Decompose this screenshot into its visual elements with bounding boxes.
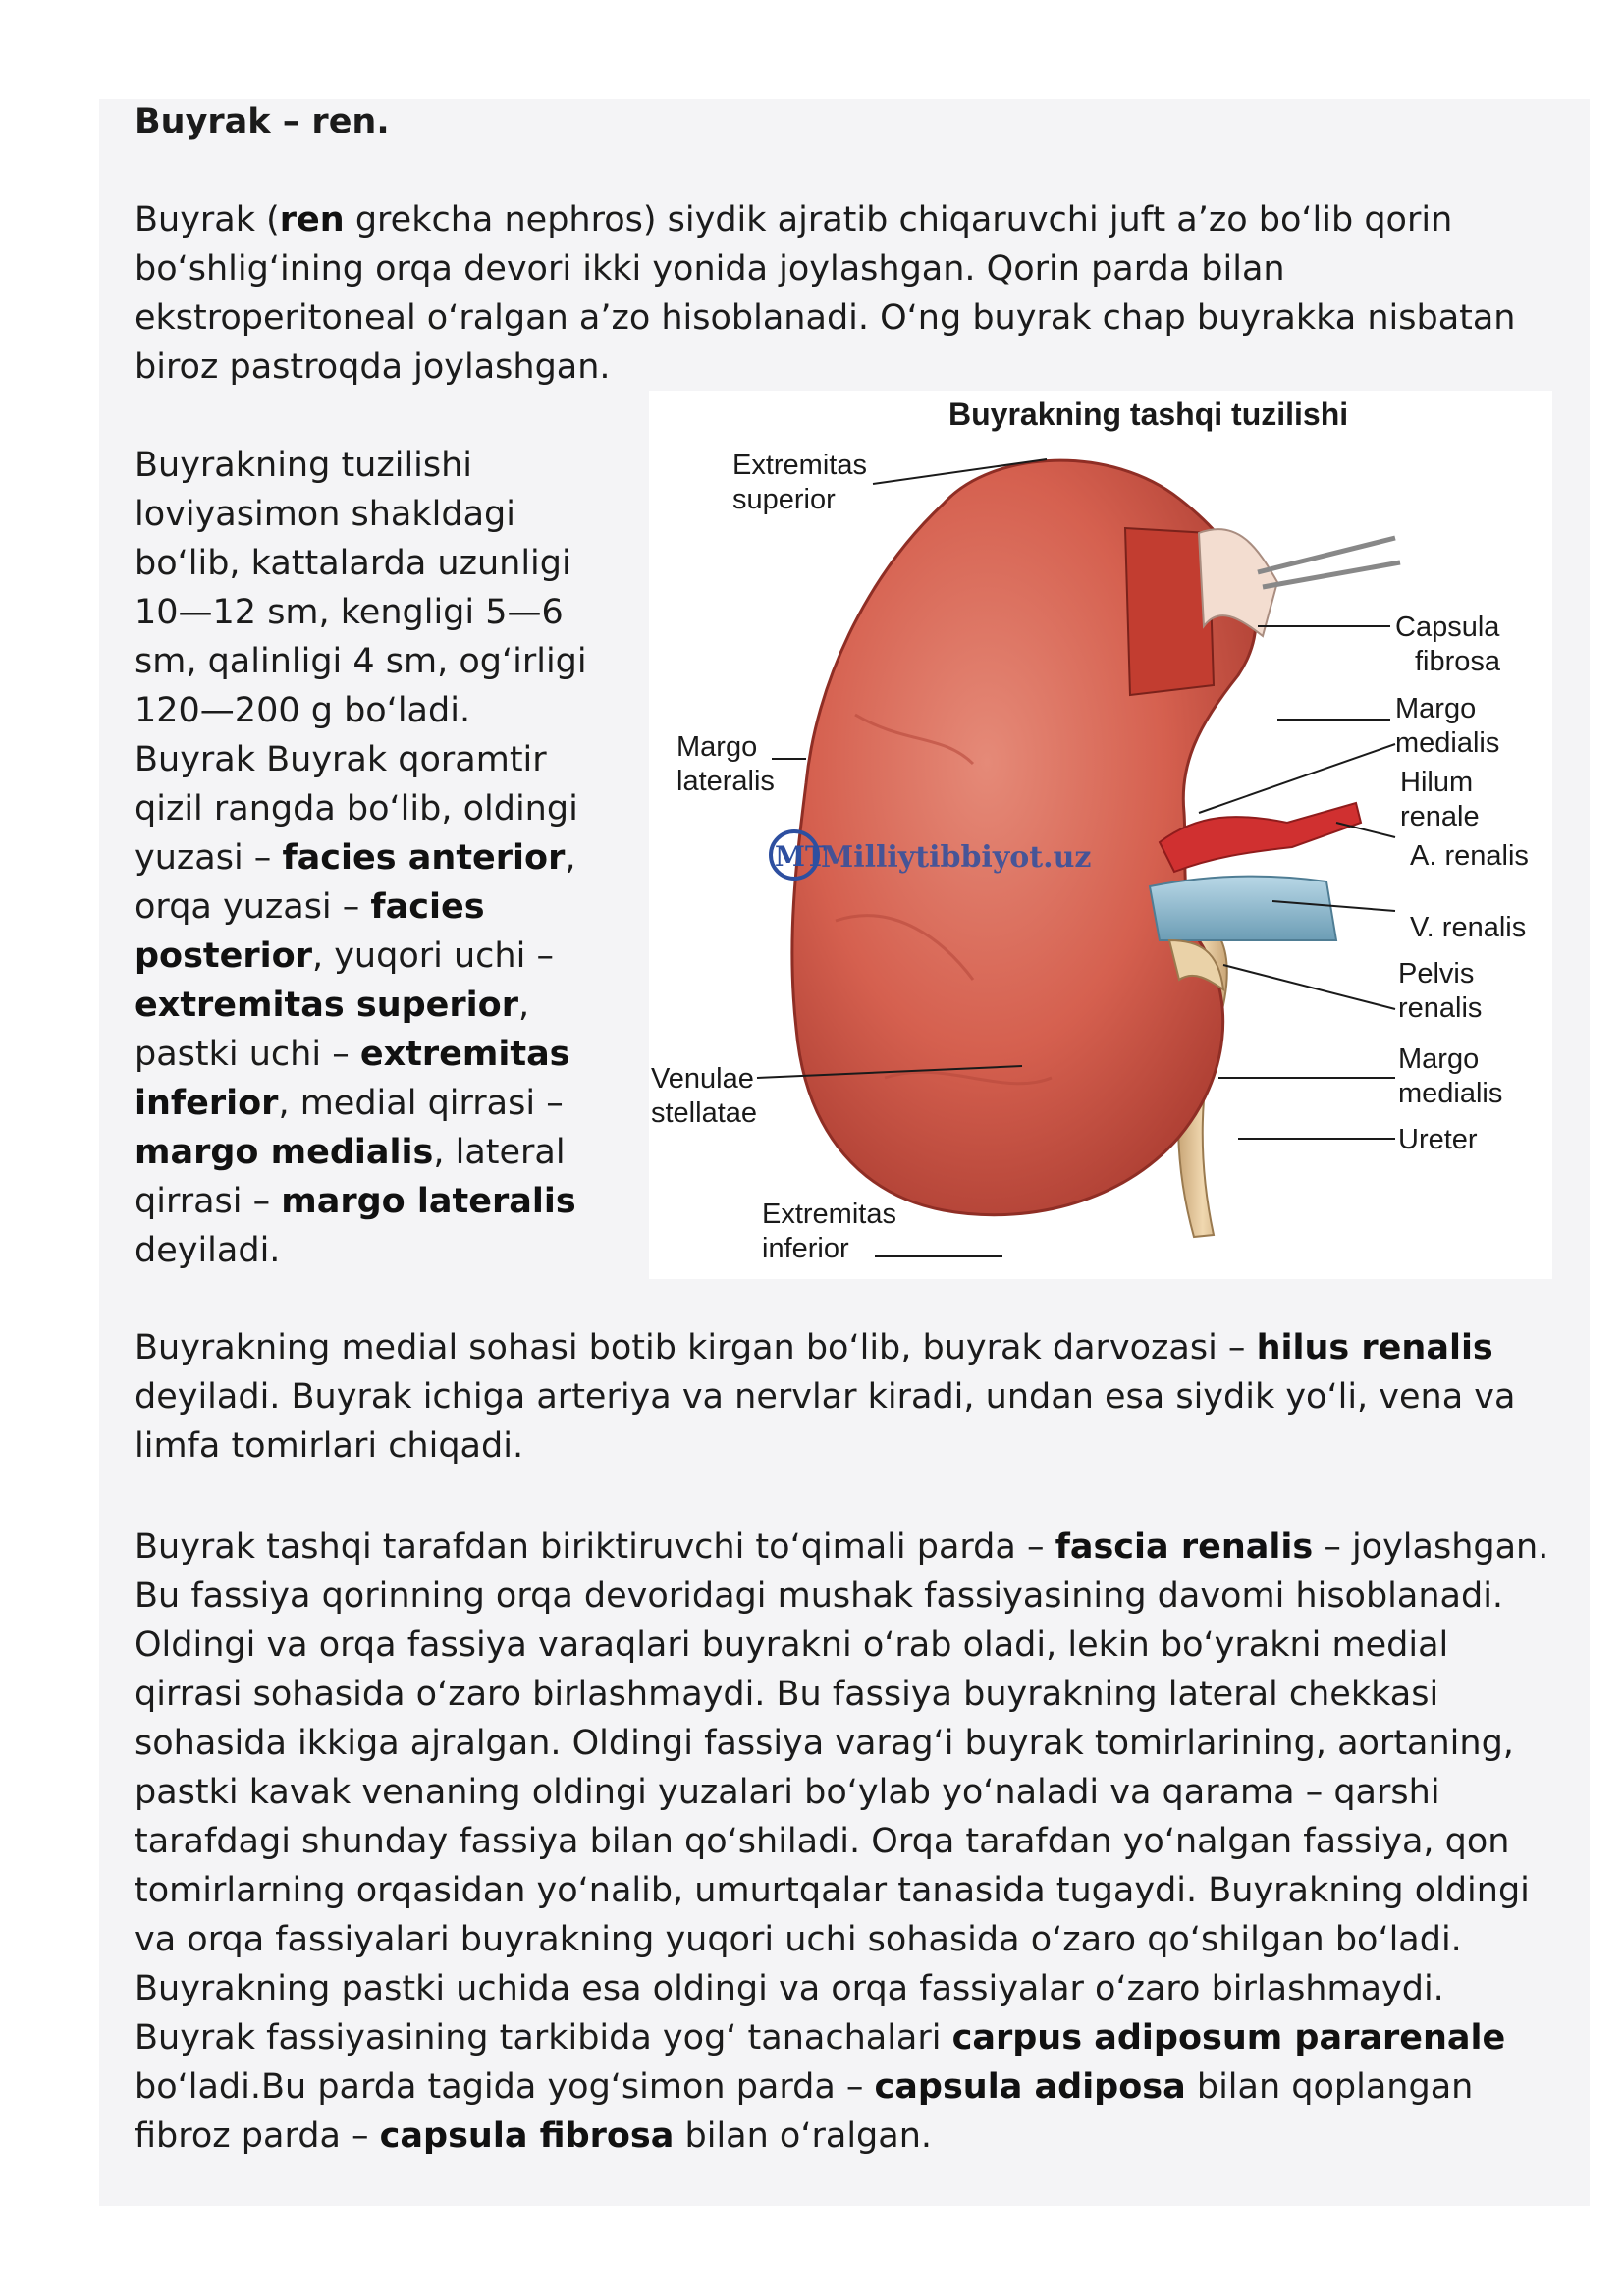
label-hilum-renale: Hilum — [1400, 767, 1474, 798]
bold-term: margo lateralis — [281, 1182, 576, 1221]
label-margo-medialis-bottom: Margo — [1398, 1043, 1480, 1075]
label-capsula-fibrosa: fibrosa — [1415, 646, 1501, 677]
label-extremitas-inferior: inferior — [762, 1233, 849, 1264]
label-venulae-stellatae: Venulae — [651, 1063, 754, 1095]
label-extremitas-superior: Extremitas — [732, 450, 867, 481]
renal-artery — [1160, 803, 1361, 872]
renal-vein — [1150, 877, 1336, 940]
text: , yuqori uchi – — [311, 936, 554, 976]
label-venulae-stellatae: stellatae — [651, 1097, 758, 1129]
bold-term: facies anterior — [282, 838, 566, 878]
text: grekcha nephros) siydik ajratib chiqaruvchi juft a’zo bo‘lib qorin bo‘shlig‘ining orqa devori ikki yonida joylashgan. Qorin parda bilan ekstroperitoneal o‘ralgan a’zo hisoblanadi. O‘ng buyrak chap buyrakka nisbatan biroz pastroqda joylashgan. — [135, 200, 1516, 387]
bold-term: capsula adiposa — [874, 2067, 1186, 2107]
text: Buyrakning tuzilishi loviyasimon shakldagi bo‘lib, kattalarda uzunligi 10—12 sm, kengligi 5—6 sm, qalinligi 4 sm, og‘irligi 120—200 g bo‘ladi. Buyrak Buyrak qoramtir qizil rangda bo‘lib, oldingi yuzasi – — [135, 446, 587, 878]
content-card — [99, 99, 1590, 2206]
label-margo-lateralis: lateralis — [676, 766, 775, 797]
text: Buyrak tashqi tarafdan biriktiruvchi to‘qimali parda – — [135, 1527, 1055, 1567]
text: bo‘ladi.Bu parda tagida yog‘simon parda – — [135, 2067, 875, 2107]
bold-term: ren — [279, 200, 345, 240]
text: , pastki uchi – — [135, 986, 530, 1074]
paragraph-intro — [135, 195, 1548, 392]
bold-term: extremitas superior — [135, 986, 518, 1025]
paragraph-structure — [135, 441, 596, 1275]
figure-title: Buyrakning tashqi tuzilishi — [948, 397, 1349, 432]
text: – joylashgan. Bu fassiya qorinning orqa devoridagi mushak fassiyasining davomi hisoblanadi. Oldingi va orqa fassiya varaqlari buyrakni o‘rab oladi, lekin bo‘yrakni medial qirrasi sohasida o‘zaro birlashmaydi. Bu fassiya buyrakning lateral chekkasi sohasida ikkiga ajralgan. Oldingi fassiya varag‘i buyrak tomirlarining, aortaning, pastki kavak venaning oldingi yuzalari bo‘ylab yo‘naladi va qarama – qarshi tarafdagi shunday fassiya bilan qo‘shiladi. Orqa tarafdan yo‘nalgan fassiya, qon tomirlarning orqasidan yo‘nalib, umurtqalar tanasida tugaydi. Buyrakning oldingi va orqa fassiyalari buyrakning yuqori uchi sohasida o‘zaro qo‘shilgan bo‘ladi. Buyrakning pastki uchida esa oldingi va orqa fassiyalar o‘zaro birlashmaydi. Buyrak fassiyasining tarkibida yog‘ tanachalari — [135, 1527, 1549, 2057]
capsule-flap — [1199, 529, 1277, 636]
label-margo-medialis-top: Margo — [1395, 693, 1477, 724]
label-margo-lateralis: Margo — [676, 731, 758, 763]
label-ureter: Ureter — [1398, 1124, 1478, 1155]
paragraph-hilus — [135, 1323, 1548, 1470]
label-extremitas-inferior: Extremitas — [762, 1199, 896, 1230]
text: deyiladi. — [135, 1231, 281, 1270]
label-hilum-renale: renale — [1400, 801, 1480, 832]
label-pelvis-renalis: renalis — [1398, 992, 1483, 1024]
text: , medial qirrasi – — [278, 1084, 564, 1123]
label-extremitas-superior: superior — [732, 484, 836, 515]
forceps — [1258, 538, 1400, 587]
bold-term: facies posterior — [135, 887, 485, 976]
bold-term: carpus adiposum pararenale — [951, 2018, 1506, 2057]
bold-term: fascia renalis — [1055, 1527, 1314, 1567]
text: Buyrak ( — [135, 200, 280, 240]
label-a-renalis: A. renalis — [1410, 840, 1529, 872]
label-v-renalis: V. renalis — [1410, 912, 1527, 943]
text: , lateral qirrasi – — [135, 1133, 566, 1221]
label-margo-medialis-top: medialis — [1395, 727, 1500, 759]
text: bilan o‘ralgan. — [674, 2116, 933, 2156]
text: bilan qoplangan fibroz parda – — [135, 2067, 1474, 2156]
paragraph-fascia — [135, 1522, 1558, 2161]
watermark-text: Milliytibbiyot.uz — [821, 840, 1092, 875]
text: Buyrakning medial sohasi botib kirgan bo‘lib, buyrak darvozasi – — [135, 1328, 1257, 1367]
label-capsula-fibrosa: Capsula — [1395, 612, 1500, 643]
page-title: Buyrak – ren. — [135, 102, 390, 141]
text: , orqa yuzasi – — [135, 838, 576, 927]
kidney-figure — [649, 391, 1552, 1279]
label-margo-medialis-bottom: medialis — [1398, 1078, 1503, 1109]
bold-term: hilus renalis — [1256, 1328, 1493, 1367]
bold-term: margo medialis — [135, 1133, 434, 1172]
bold-term: capsula fibrosa — [379, 2116, 675, 2156]
watermark-logo-letters: MT — [775, 840, 826, 873]
label-pelvis-renalis: Pelvis — [1398, 958, 1475, 989]
kidney-illustration — [649, 391, 1552, 1279]
text: deyiladi. Buyrak ichiga arteriya va nervlar kiradi, undan esa siydik yo‘li, vena va limfa tomirlari chiqadi. — [135, 1377, 1516, 1466]
bold-term: extremitas inferior — [135, 1035, 570, 1123]
